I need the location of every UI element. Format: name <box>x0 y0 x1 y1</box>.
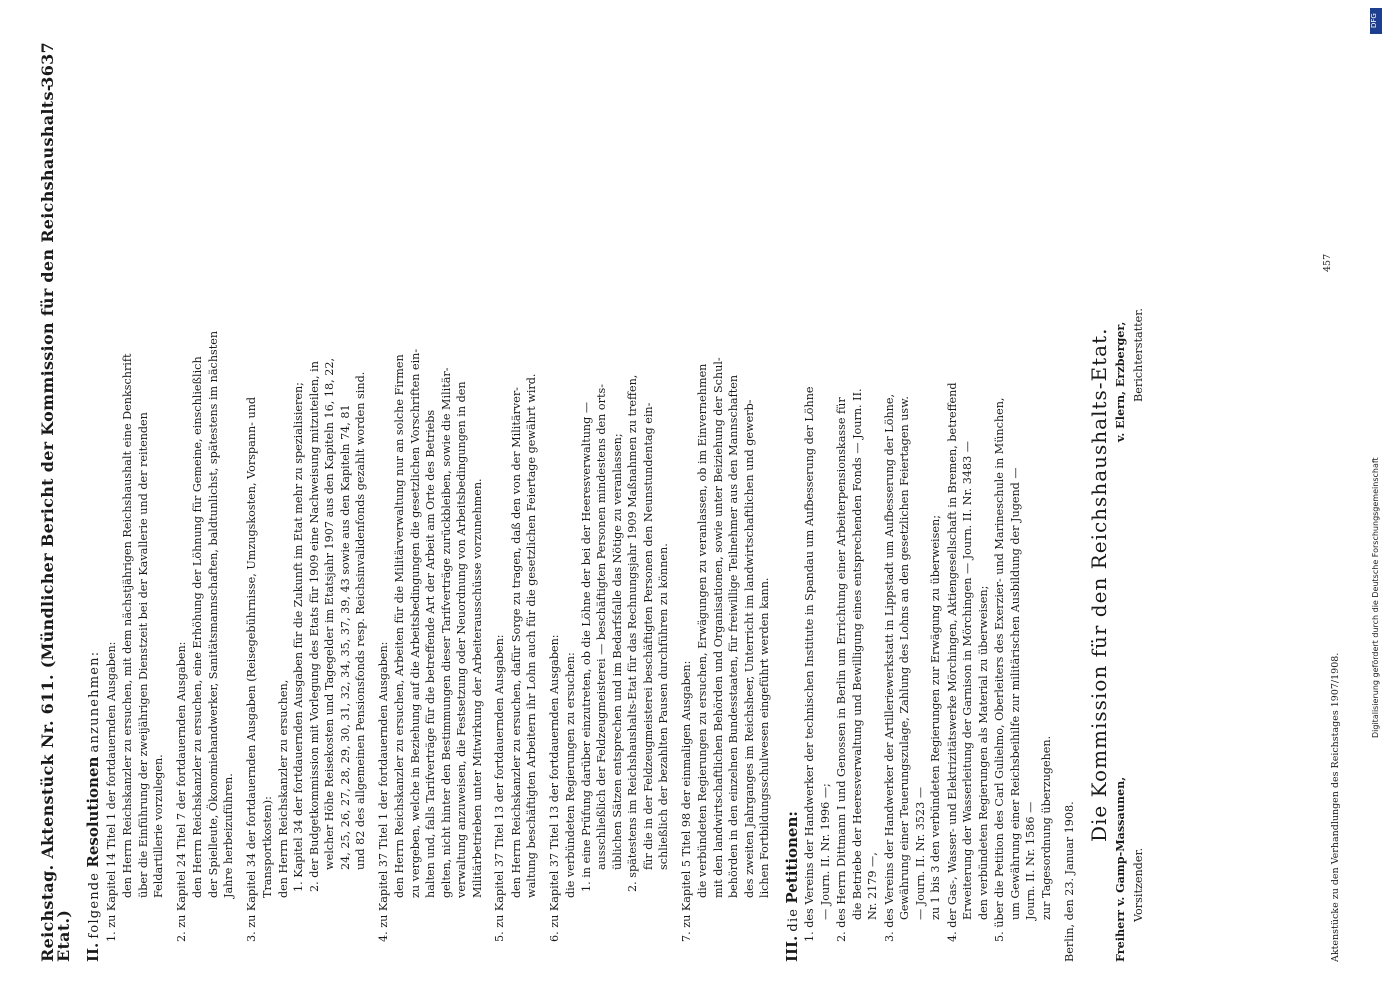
resolution-point: 1. in eine Prüfung darüber einzutreten, ob die Löhne der bei der Heeresverwaltung — ausschließlich der Feldzeugmeisterei — beschäftigten Personen mindestens den orts- üblichen Sätzen entsprechen und im Bedarfsfalle das Nötige zu veranlassen; <box>579 383 624 892</box>
resolution-text: den Herrn Reichskanzler zu ersuchen, dafür Sorge zu tragen, daß den von der Militärver- waltung beschäftigten Arbeitern ihr Lohn auch für die gesetzlichen Feiertage gewährt wird. <box>509 373 538 898</box>
dfg-logo-icon: DFG <box>1370 8 1382 34</box>
resolution-text: die verbündeten Regierungen zu ersuchen, Erwägungen zu veranlassen, ob im Einvernehmen mit den landwirtschaftlichen Behörden und Organisationen, sowie unter Beiziehung der Schul- behörden in den einzelnen Bundesstaaten, für freiwillige Teilnehmer aus den Mannschaften des zweiten Jahrganges im Reichsheer, Unterricht im landwirtschaftlichen und gewerb- lichen Fortbildungsschulwesen eingeführt werden kann. <box>696 357 771 898</box>
resolution-item: 3. zu Kapitel 34 der fortdauernden Ausgaben (Reisegebührnisse, Umzugskosten, Vorspann- und <box>244 396 258 942</box>
resolution-point: 2. spätestens im Reichshaushalts-Etat für das Rechnungsjahr 1909 Maßnahmen zu treffen, für die in der Feldzeugmeisterei beschäftigten Personen den Neunstundentag ein- schließlich der bezahlten Pausen durchführen zu können. <box>626 374 670 892</box>
header-title: Reichstag. Aktenstück Nr. 611. (Mündlicher Bericht der Kommission für den Reichshaushalts-Etat.) <box>38 84 73 962</box>
petition-item: 3. des Vereins der Handwerker der Artilleriewerkstatt in Lippstadt um Aufbesserung der Löhne, Gewährung einer Teuerungszulage, Zahlung des Lohns an den gesetzlichen Feiertagen usw. — Journ. II. Nr. 3523 — zu 1 bis 3 den verbündeten Regierungen zur Erwägung zu überweisen; <box>882 393 942 942</box>
petition-item: 5. über die Petition des Carl Gulielmo, Oberleiters des Exerzier- und Marineschule in München, um Gewährung einer Reichsbeihilfe zur militärischen Ausbildung der Jugend — Journ. II. Nr. 1586 — zur Tagesordnung überzugehen. <box>993 397 1053 942</box>
resolution-point: 1. Kapitel 34 der fortdauernden Ausgaben für die Zukunft im Etat mehr zu spezialisieren; <box>292 382 305 892</box>
resolution-item: 4. zu Kapitel 37 Titel 1 der fortdauernden Ausgaben: <box>376 641 390 942</box>
section-lead: folgende <box>87 871 102 939</box>
resolution-text: den Herrn Reichskanzler zu ersuchen, mit dem nächstjährigen Reichshaushalt eine Denkschrift über die Einführung der zweijährigen Dienstzeit bei der Kavallerie und der reitenden Feldartillerie vorzulegen. <box>121 353 165 898</box>
section-heading <box>86 37 103 962</box>
reporter-role: Berichterstatter. <box>1132 308 1145 402</box>
resolution-item: 7. zu Kapitel 5 Titel 98 der einmaligen Ausgaben: <box>679 660 693 942</box>
chair-name: Freiherr v. Gamp-Massaunen, <box>1113 776 1127 962</box>
resolution-item: 5. zu Kapitel 37 Titel 13 der fortdauernden Ausgaben: <box>493 634 506 942</box>
resolution-item: 1. zu Kapitel 14 Titel 1 der fortdauernden Ausgaben: <box>104 641 118 942</box>
petition-item: 4. der Gas-, Wasser- und Elektrizitätswerke Mörchingen, Aktiengesellschaft in Bremen, betreffend Erweiterung der Wasserleitung der Garnison in Mörchingen — Journ. II. Nr. 3483 — den verbündeten Regierungen als Material zu überweisen; <box>945 382 990 942</box>
resolution-text: den Herrn Reichskanzler zu ersuchen, Arbeiten für die Militärverwaltung nur an solche Firmen zu vergeben, welche in Beziehung auf die Arbeitsbedingungen die gesetzlichen Vorschriften ein- halten und, falls Tarifverträge für die betreffende Art der Arbeit am Orte des Betriebs gelten, nicht hinter den Bestimmungen dieser Tarifverträge zurückbleiben, sowie die Militär- verwaltung anzuweisen, die Festsetzung oder Neuordnung von Arbeitsbedingungen in den Militärbetrieben unter Mitwirkung der Arbeiterausschüsse vorzunehmen. <box>393 348 484 898</box>
resolution-text: Transportkosten): den Herrn Reichskanzler zu ersuchen, <box>261 679 290 898</box>
footer-text: Aktenstücke zu den Verhandlungen des Reichstages 1907/1908. <box>1330 652 1341 962</box>
date-line: Berlin, den 23. Januar 1908. <box>1063 801 1076 962</box>
document-body <box>86 37 1161 962</box>
petition-item: 2. des Herrn Dittmann I und Genossen in Berlin um Errichtung einer Arbeiterpensionskasse für die Betriebe der Heeresverwaltung und Bewilligung eines entsprechenden Fonds — Journ. II. Nr. 2179 —, <box>835 388 879 942</box>
section-keyword: Petitionen: <box>782 811 801 904</box>
section-petitions <box>782 37 1055 962</box>
dfg-credit: Digitalisierung gefördert durch die Deutsche Forschungsgemeinschaft <box>1371 457 1380 738</box>
section-keyword: Resolutionen <box>84 756 102 868</box>
resolution-item: 2. zu Kapitel 24 Titel 7 der fortdauernden Ausgaben: <box>174 641 188 942</box>
resolution-text: den Herrn Reichskanzler zu ersuchen, eine Erhöhung der Löhnung für Gemeine, einschließlich der Spielleute, Ökonomiehandwerker, Sanitätsmannschaften, baldtunlichst, spätestens im nächsten Jahre herbeizuführen. <box>191 330 235 898</box>
section-heading <box>782 37 802 962</box>
section-tail: anzunehmen: <box>87 650 102 753</box>
resolution-text: die verbündeten Regierungen zu ersuchen: <box>564 652 577 898</box>
page-footer <box>1322 253 1344 962</box>
folio-number: 457 <box>1322 253 1333 272</box>
section-numeral: III. <box>782 935 801 962</box>
page-number: 3637 <box>38 42 57 88</box>
resolution-item: 6. zu Kapitel 37 Titel 13 der fortdauernden Ausgaben: <box>547 634 561 942</box>
section-numeral: II. <box>84 942 102 962</box>
commission-title: Die Kommission für den Reichshaushalts-Etat. <box>1086 327 1111 842</box>
reporter-name: v. Elern, Erzberger, <box>1113 321 1127 442</box>
petition-item: 1. des Vereins der Handwerker der technischen Institute in Spandau um Aufbesserung der Löhne — Journ. II. Nr. 1996 —; <box>803 386 832 942</box>
signatures <box>1113 37 1161 962</box>
resolution-point: 2. der Budgetkommission mit Vorlegung des Etats für 1909 eine Nachweisung mitzuteilen, in welcher Höhe Reisekosten und Tagegelder im Etatsjahr 1907 aus den Kapiteln 16, 18, 22, 24, 25, 26, 27, 28, 29, 30, 31, 32, 34, 35, 37, 39, 43 sowie aus den Kapiteln 74, 81 und 82 des allgemeinen Pensionsfonds resp. Reichsinvalidenfonds gezahlt worden sind. <box>307 358 367 892</box>
section-resolutions <box>86 37 773 962</box>
section-lead: die <box>785 907 801 932</box>
page-header <box>40 42 71 962</box>
chair-role: Vorsitzender. <box>1132 847 1145 922</box>
